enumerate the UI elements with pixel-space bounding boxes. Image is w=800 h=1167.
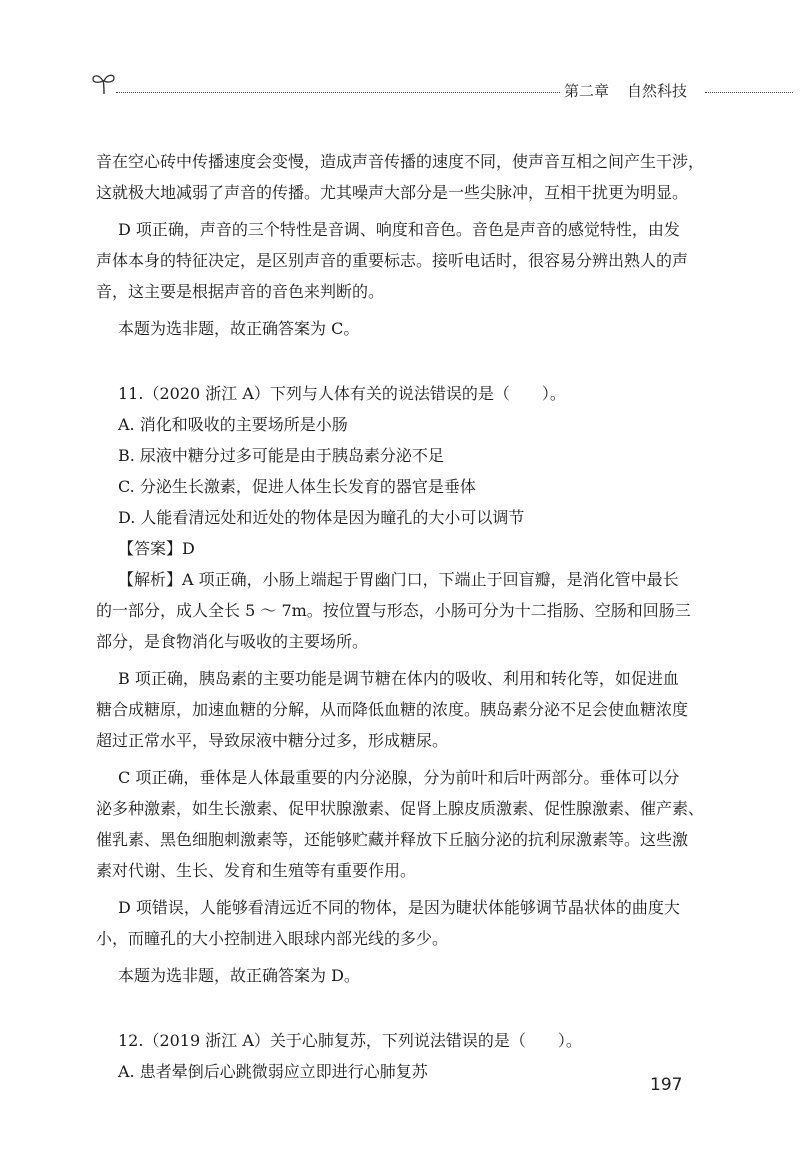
question-11-option-d: D. 人能看清远处和近处的物体是因为瞳孔的大小可以调节	[118, 508, 525, 527]
analysis-line: C 项正确，垂体是人体最重要的内分泌腺，分为前叶和后叶两部分。垂体可以分	[118, 768, 680, 787]
header-rule-right	[705, 92, 793, 93]
chapter-title: 自然科技	[627, 82, 688, 100]
analysis-line: 【解析】A 项正确，小肠上端起于胃幽门口，下端止于回盲瓣，是消化管中最长	[118, 570, 679, 589]
analysis-line: B 项正确，胰岛素的主要功能是调节糖在体内的吸收、利用和转化等，如促进血	[118, 669, 679, 688]
text-line: 音，这主要是根据声音的音色来判断的。	[96, 282, 385, 301]
analysis-line: 的一部分，成人全长 5 ～ 7m。按位置与形态，小肠可分为十二指肠、空肠和回肠三	[96, 601, 691, 620]
analysis-line: 超过正常水平，导致尿液中糖分过多，形成糖尿。	[96, 731, 449, 750]
analysis-line: D 项错误，人能够看清远近不同的物体，是因为睫状体能够调节晶状体的曲度大	[118, 898, 680, 917]
text-line: 声体本身的特征决定，是区别声音的重要标志。接听电话时，很容易分辨出熟人的声	[96, 251, 689, 270]
conclusion-line: 本题为选非题，故正确答案为 D。	[118, 966, 360, 985]
sprout-icon	[90, 70, 118, 96]
text-line: 本题为选非题，故正确答案为 C。	[118, 319, 360, 338]
analysis-line: 部分，是食物消化与吸收的主要场所。	[96, 632, 369, 651]
question-11-stem: 11.（2020 浙江 A）下列与人体有关的说法错误的是（ ）。	[118, 384, 566, 403]
question-11-option-c: C. 分泌生长激素，促进人体生长发育的器官是垂体	[118, 477, 476, 496]
chapter-heading	[564, 80, 705, 101]
text-line: 这就极大地减弱了声音的传播。尤其噪声大部分是一些尖脉冲，互相干扰更为明显。	[96, 183, 689, 202]
page-number: 197	[650, 1075, 683, 1095]
analysis-line: 糖合成糖原，加速血糖的分解，从而降低血糖的浓度。胰岛素分泌不足会使血糖浓度	[96, 700, 689, 719]
question-11-option-b: B. 尿液中糖分过多可能是由于胰岛素分泌不足	[118, 446, 444, 465]
running-header	[90, 68, 795, 108]
text-line: 音在空心砖中传播速度会变慢，造成声音传播的速度不同，使声音互相之间产生干涉，	[96, 152, 705, 171]
text-line: D 项正确，声音的三个特性是音调、响度和音色。音色是声音的感觉特性，由发	[118, 220, 680, 239]
question-12-option-a: A. 患者晕倒后心跳微弱应立即进行心肺复苏	[118, 1062, 428, 1081]
analysis-line: 素对代谢、生长、发育和生殖等有重要作用。	[96, 861, 417, 880]
header-rule-left	[116, 92, 560, 93]
page-body	[96, 146, 720, 1087]
question-12-stem: 12.（2019 浙江 A）关于心肺复苏，下列说法错误的是（ ）。	[118, 1031, 582, 1050]
chapter-number: 第二章	[564, 82, 610, 100]
question-11-option-a: A. 消化和吸收的主要场所是小肠	[118, 415, 348, 434]
answer-label: 【答案】D	[118, 539, 195, 558]
analysis-line: 小，而瞳孔的大小控制进入眼球内部光线的多少。	[96, 929, 449, 948]
analysis-line: 泌多种激素，如生长激素、促甲状腺激素、促肾上腺皮质激素、促性腺激素、催产素、	[96, 799, 705, 818]
analysis-line: 催乳素、黑色细胞刺激素等，还能够贮藏并释放下丘脑分泌的抗利尿激素等。这些激	[96, 830, 689, 849]
